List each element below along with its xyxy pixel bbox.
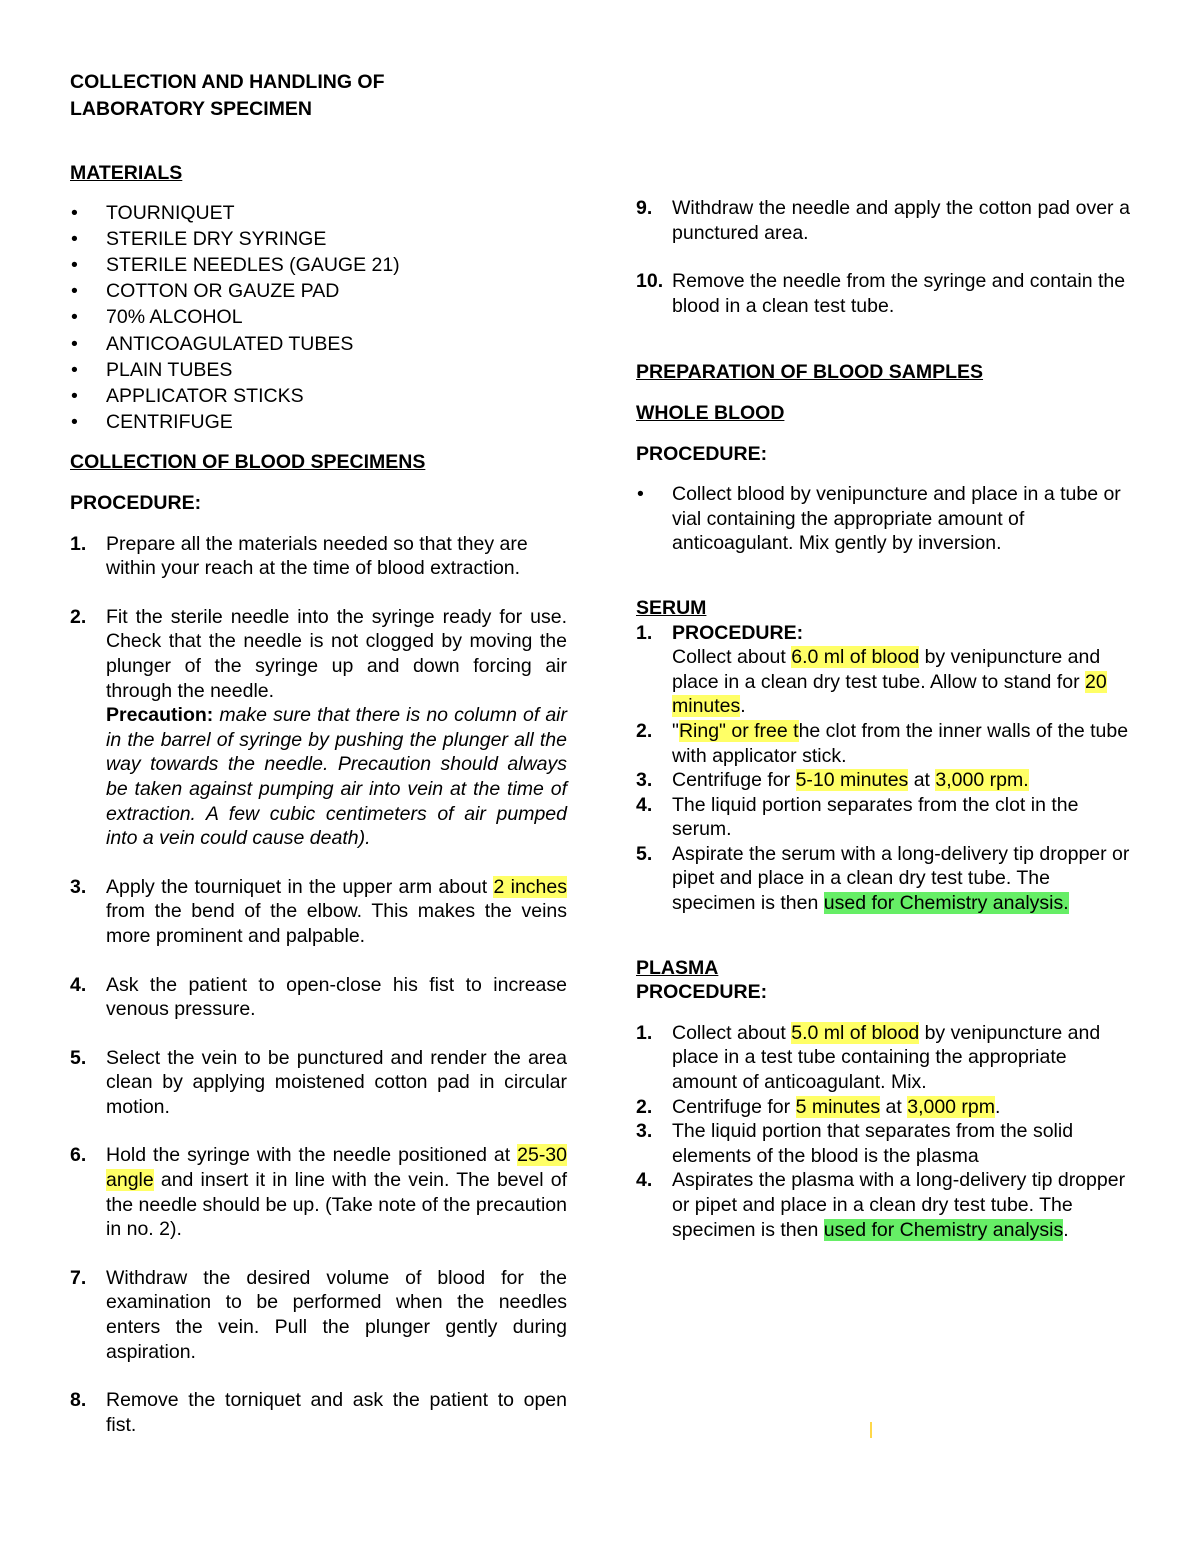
step-number: 1. [70, 532, 87, 555]
step-number: 5. [70, 1046, 87, 1069]
step-text: Withdraw the needle and apply the cotton pad over a punctured area. [672, 197, 1130, 244]
step-text: at [908, 769, 936, 792]
highlight-yellow: 2 inches [493, 875, 567, 898]
materials-item: • CENTRIFUGE [70, 409, 567, 435]
serum-step-5 [636, 842, 1130, 916]
collection-step-2 [70, 605, 567, 851]
plasma-step-1 [636, 1021, 1130, 1095]
serum-procedure-label: PROCEDURE: [672, 621, 804, 644]
step-text: Centrifuge for [672, 1095, 796, 1118]
collection-step-7 [70, 1266, 567, 1364]
highlight-yellow: 6.0 ml of blood [791, 646, 920, 669]
collection-step-10 [636, 269, 1130, 318]
collection-step-3 [70, 875, 567, 949]
materials-list [70, 200, 567, 436]
preparation-heading: PREPARATION OF BLOOD SAMPLES [636, 361, 984, 384]
step-number: 2. [636, 1095, 653, 1118]
serum-step-2 [636, 719, 1130, 768]
highlight-yellow: 5.0 ml of blood [791, 1021, 920, 1044]
plasma-step-4 [636, 1168, 1130, 1242]
precaution-text: make sure that there is no column of air in the barrel of syringe by pushing the plunger all the way towards the needle. Precaution should always be taken against pumping air into vein at the time of extraction. A few cubic centimeters of air pumped into a vein could cause death). [106, 704, 567, 850]
collection-step-6 [70, 1143, 567, 1241]
materials-item: • COTTON OR GAUZE PAD [70, 278, 567, 304]
right-column [636, 196, 1130, 1242]
highlight-yellow: 3,000 rpm [907, 1095, 996, 1118]
highlight-green: used for Chemistry analysis. [823, 892, 1069, 915]
step-text: Aspirate the serum with a long-delivery tip dropper or pipet and place in a clean dry test tube. The specimen is then [672, 842, 1130, 915]
step-number: 2. [70, 605, 87, 628]
materials-item: • TOURNIQUET [70, 200, 567, 226]
step-number: 1. [636, 621, 653, 644]
step-number: 3. [70, 875, 87, 898]
step-number: 4. [70, 973, 87, 996]
precaution-label: Precaution: [106, 704, 214, 727]
step-text: Fit the sterile needle into the syringe ready for use. Check that the needle is not clogged by moving the plunger of the syringe up and down forcing air through the needle. [106, 605, 567, 702]
step-number: 8. [70, 1389, 87, 1412]
step-text: " [672, 719, 679, 742]
materials-item: • STERILE NEEDLES (GAUGE 21) [70, 252, 567, 278]
step-text: Ask the patient to open-close his fist to increase venous pressure. [106, 973, 567, 1021]
materials-heading: MATERIALS [70, 162, 183, 184]
step-text: at [880, 1095, 908, 1118]
step-text: The liquid portion separates from the clot in the serum. [672, 793, 1079, 841]
step-number: 3. [636, 1120, 653, 1143]
whole-blood-item: • Collect blood by venipuncture and place in a tube or vial containing the appropriate amount of anticoagulant. Mix gently by inversion. [636, 482, 1130, 556]
step-number: 6. [70, 1144, 87, 1167]
text-cursor-mark [870, 1422, 872, 1438]
collection-step-5 [70, 1046, 567, 1120]
step-text: Select the vein to be punctured and render the area clean by applying moistened cotton pad in circular motion. [106, 1046, 567, 1118]
step-text: Remove the torniquet and ask the patient to open fist. [106, 1389, 567, 1436]
step-text: The liquid portion that separates from the solid elements of the blood is the plasma [672, 1120, 1074, 1167]
step-text: Centrifuge for [672, 769, 796, 792]
step-text: . [740, 695, 746, 718]
plasma-step-2 [636, 1095, 1130, 1120]
left-column [70, 69, 567, 1437]
materials-item: • PLAIN TUBES [70, 357, 567, 383]
collection-heading: COLLECTION OF BLOOD SPECIMENS [70, 451, 426, 474]
serum-step-1 [636, 621, 1130, 719]
materials-item: • STERILE DRY SYRINGE [70, 226, 567, 252]
step-text: Withdraw the desired volume of blood for the examination to be performed when the needles enters the vein. Pull the plunger gently during aspiration. [106, 1266, 567, 1363]
step-text: . [995, 1095, 1001, 1118]
step-text: . [1063, 1218, 1069, 1241]
materials-item: • ANTICOAGULATED TUBES [70, 331, 567, 357]
step-text: Apply the tourniquet in the upper arm about [106, 875, 494, 898]
plasma-step-3 [636, 1119, 1130, 1168]
step-number: 4. [636, 793, 653, 816]
highlight-yellow: 20 minutes [672, 670, 1107, 718]
whole-blood-procedure-label: PROCEDURE: [636, 442, 768, 465]
step-number: 2. [636, 719, 653, 742]
highlight-yellow: 3,000 rpm. [935, 769, 1029, 792]
collection-step-8 [70, 1388, 567, 1437]
step-text: by venipuncture and place in a clean dry test tube. Allow to stand for [672, 646, 1101, 693]
step-text: from the bend of the elbow. This makes the veins more prominent and palpable. [106, 900, 567, 947]
serum-heading: SERUM [636, 596, 707, 619]
plasma-heading: PLASMA [636, 956, 719, 979]
highlight-yellow: 25-30 angle [106, 1144, 567, 1192]
highlight-yellow: Ring" or free t [678, 719, 799, 742]
step-number: 5. [636, 842, 653, 865]
step-text: Collect about [672, 1021, 792, 1044]
step-number: 4. [636, 1169, 653, 1192]
step-text: Prepare all the materials needed so that they are within your reach at the time of blood extraction. [106, 532, 528, 580]
step-text: by venipuncture and place in a test tube containing the appropriate amount of anticoagulant. Mix. [672, 1021, 1101, 1094]
step-text: and insert it in line with the vein. The bevel of the needle should be up. (Take note of the precaution in no. 2). [106, 1169, 567, 1241]
step-text: Hold the syringe with the needle positioned at [106, 1144, 518, 1167]
materials-item: • 70% ALCOHOL [70, 304, 567, 330]
serum-step-4 [636, 793, 1130, 842]
step-number: 3. [636, 769, 653, 792]
whole-blood-heading: WHOLE BLOOD [636, 401, 785, 424]
collection-step-1 [70, 532, 567, 581]
highlight-yellow: 5-10 minutes [795, 769, 909, 792]
whole-blood-list [636, 482, 1130, 556]
collection-step-9 [636, 196, 1130, 245]
step-number: 1. [636, 1021, 653, 1044]
step-text: Collect about [672, 646, 792, 669]
step-text: he clot from the inner walls of the tube with applicator stick. [672, 719, 1129, 767]
highlight-yellow: 5 minutes [795, 1095, 881, 1118]
collection-step-4 [70, 973, 567, 1022]
document-title-line2: LABORATORY SPECIMEN [70, 98, 312, 120]
step-text: Remove the needle from the syringe and contain the blood in a clean test tube. [672, 270, 1126, 317]
step-number: 9. [636, 197, 653, 219]
highlight-green: used for Chemistry analysis [823, 1218, 1064, 1241]
step-text: Aspirates the plasma with a long-delivery tip dropper or pipet and place in a clean dry test tube. The specimen is then [672, 1169, 1126, 1241]
plasma-procedure-label: PROCEDURE: [636, 981, 768, 1004]
collection-procedure-label: PROCEDURE: [70, 492, 202, 515]
document-title-line1: COLLECTION AND HANDLING OF [70, 71, 385, 93]
serum-step-3 [636, 768, 1130, 793]
step-number: 10. [636, 270, 664, 293]
step-number: 7. [70, 1266, 87, 1289]
materials-item: • APPLICATOR STICKS [70, 383, 567, 409]
